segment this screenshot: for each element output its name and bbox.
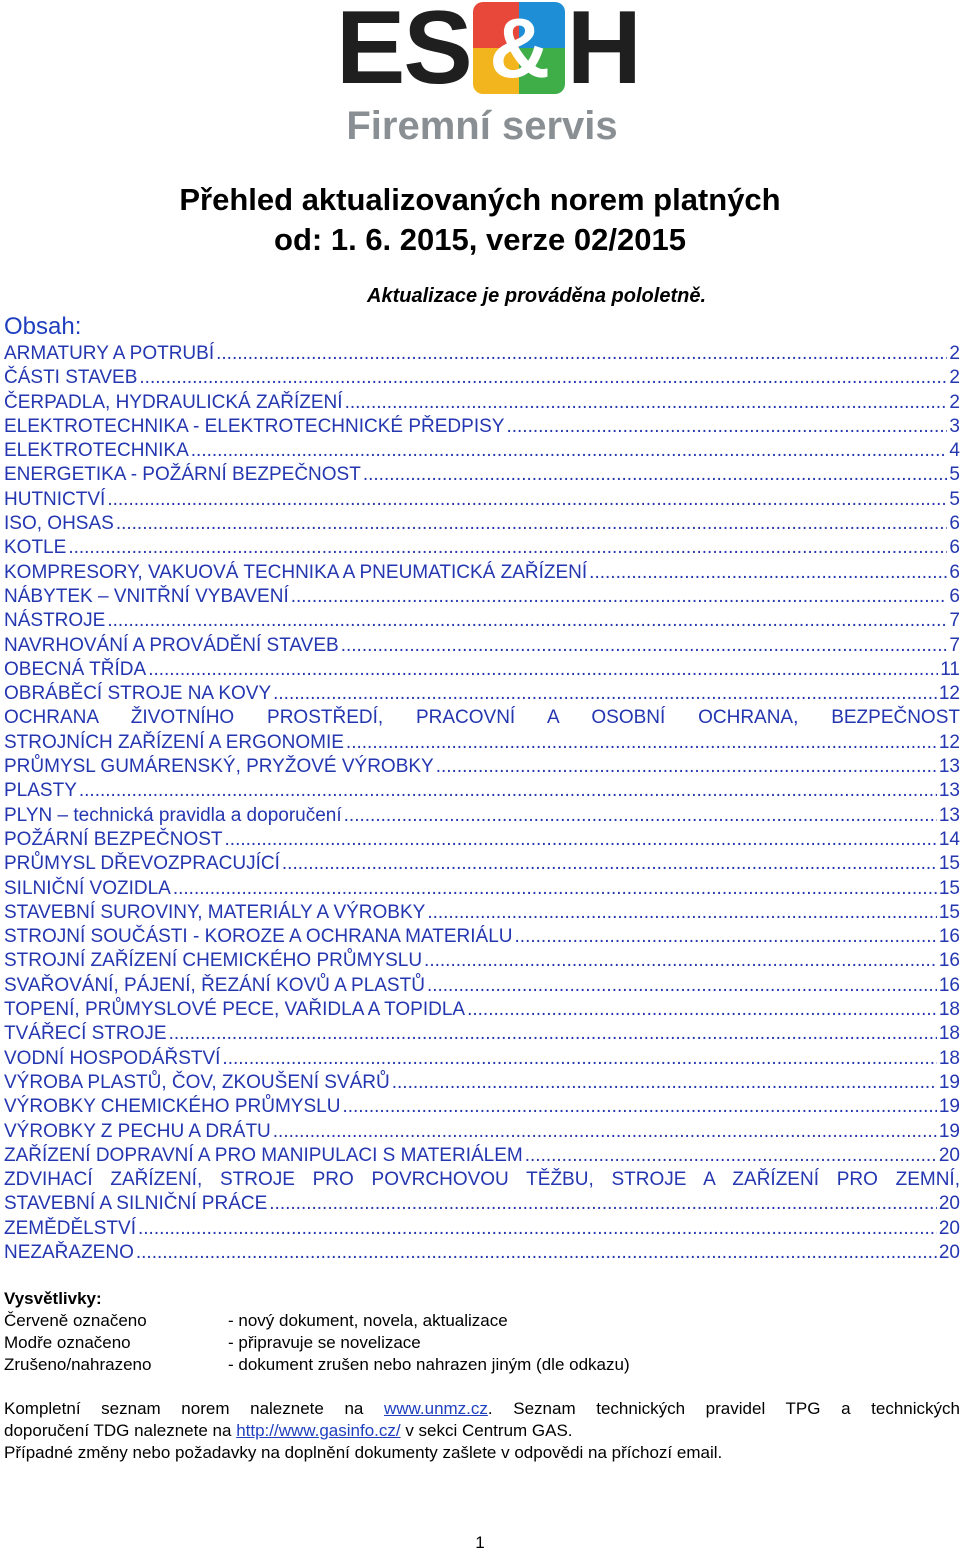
info-line-1 bbox=[4, 1398, 960, 1420]
page-number: 1 bbox=[475, 1533, 485, 1552]
toc-item-label: PRŮMYSL DŘEVOZPRACUJÍCÍ bbox=[4, 853, 280, 875]
unmz-link[interactable]: www.unmz.cz bbox=[384, 1399, 488, 1418]
toc-item[interactable] bbox=[4, 779, 960, 803]
toc-item[interactable] bbox=[4, 1241, 960, 1265]
toc-item-page: 13 bbox=[938, 804, 960, 826]
toc-item-page: 13 bbox=[938, 780, 960, 802]
toc-item[interactable] bbox=[4, 682, 960, 706]
toc-item-page: 15 bbox=[938, 877, 960, 899]
toc-dot-leader bbox=[345, 391, 948, 415]
toc-item-page: 5 bbox=[949, 488, 960, 510]
toc-item-label: ZDVIHACÍ ZAŘÍZENÍ, STROJE PRO POVRCHOVOU TĚŽBU, STROJE A ZAŘÍZENÍ PRO ZEMNÍ, bbox=[4, 1169, 960, 1191]
toc-dot-leader bbox=[68, 536, 947, 560]
toc-item[interactable] bbox=[4, 1144, 960, 1168]
legend-key: Zrušeno/nahrazeno bbox=[4, 1355, 152, 1374]
toc-item-page: 16 bbox=[938, 926, 960, 948]
toc-item[interactable] bbox=[4, 901, 960, 925]
toc-dot-leader bbox=[225, 828, 937, 852]
toc-dot-leader bbox=[342, 1095, 936, 1119]
toc-dot-leader bbox=[116, 512, 948, 536]
toc-item-page: 4 bbox=[949, 440, 960, 462]
toc-item-label: VODNÍ HOSPODÁŘSTVÍ bbox=[4, 1047, 221, 1069]
toc-item-page: 20 bbox=[938, 1193, 960, 1215]
legend-item bbox=[4, 1332, 960, 1354]
toc-item-page: 18 bbox=[938, 1023, 960, 1045]
info-text: v sekci Centrum GAS. bbox=[400, 1421, 573, 1440]
toc-item-label: VÝROBKY Z PECHU A DRÁTU bbox=[4, 1120, 271, 1142]
toc-item-label: OBRÁBĚCÍ STROJE NA KOVY bbox=[4, 683, 272, 705]
toc-item[interactable] bbox=[4, 706, 960, 730]
toc-item-label: OBECNÁ TŘÍDA bbox=[4, 658, 147, 680]
toc-dot-leader bbox=[273, 682, 937, 706]
update-note: Aktualizace je prováděna pololetně. bbox=[367, 285, 706, 307]
toc-item-page: 16 bbox=[938, 974, 960, 996]
toc-item-label: NÁBYTEK – VNITŘNÍ VYBAVENÍ bbox=[4, 585, 289, 607]
toc-item-page: 12 bbox=[938, 731, 960, 753]
toc-dot-leader bbox=[222, 1047, 936, 1071]
info-text: . Seznam technických pravidel TPG a technických bbox=[487, 1399, 960, 1418]
toc-item-page: 20 bbox=[938, 1217, 960, 1239]
toc-dot-leader bbox=[589, 561, 947, 585]
toc-dot-leader bbox=[506, 415, 947, 439]
toc-item-page: 7 bbox=[949, 634, 960, 656]
toc-item-label: ELEKTROTECHNIKA bbox=[4, 440, 189, 462]
toc-item[interactable] bbox=[4, 342, 960, 366]
toc-item-page: 6 bbox=[949, 537, 960, 559]
company-logo bbox=[336, 0, 640, 150]
toc-item-page: 19 bbox=[938, 1096, 960, 1118]
toc-dot-leader bbox=[436, 755, 937, 779]
toc-dot-leader bbox=[138, 1217, 937, 1241]
toc-dot-leader bbox=[427, 901, 937, 925]
toc-item[interactable] bbox=[4, 1071, 960, 1095]
toc-item-label: KOMPRESORY, VAKUOVÁ TECHNIKA A PNEUMATICKÁ ZAŘÍZENÍ bbox=[4, 561, 588, 583]
toc-dot-leader bbox=[291, 585, 948, 609]
info-text: doporučení TDG naleznete na bbox=[4, 1421, 237, 1440]
toc-dot-leader bbox=[191, 439, 948, 463]
title-line-2: od: 1. 6. 2015, verze 02/2015 bbox=[274, 222, 686, 257]
toc-item-label: NEZAŘAZENO bbox=[4, 1241, 134, 1263]
toc-item-label: STROJNÍ ZAŘÍZENÍ CHEMICKÉHO PRŮMYSLU bbox=[4, 950, 423, 972]
toc-item-label: ARMATURY A POTRUBÍ bbox=[4, 343, 215, 364]
toc-item-page: 19 bbox=[938, 1120, 960, 1142]
title-line-1: Přehled aktualizovaných norem platných bbox=[179, 182, 781, 217]
logo-wordmark bbox=[336, 0, 640, 106]
toc-item[interactable] bbox=[4, 609, 960, 633]
toc-item-label: POŽÁRNÍ BEZPEČNOST bbox=[4, 828, 223, 850]
toc-dot-leader bbox=[139, 366, 947, 390]
info-paragraph bbox=[4, 1398, 960, 1464]
logo-text-left: ES bbox=[336, 0, 471, 106]
legend-item bbox=[4, 1310, 960, 1332]
toc-item[interactable] bbox=[4, 1047, 960, 1071]
toc-dot-leader bbox=[346, 731, 937, 755]
toc-dot-leader bbox=[273, 1120, 937, 1144]
toc-item-label: STROJNÍCH ZAŘÍZENÍ A ERGONOMIE bbox=[4, 731, 344, 753]
toc-item-page: 20 bbox=[938, 1241, 960, 1263]
toc-item-page: 14 bbox=[938, 828, 960, 850]
toc-item-label: TVÁŘECÍ STROJE bbox=[4, 1023, 167, 1045]
toc-item-page: 12 bbox=[938, 683, 960, 705]
toc-item[interactable] bbox=[4, 1095, 960, 1119]
toc-item[interactable] bbox=[4, 925, 960, 949]
legend-value: - dokument zrušen nebo nahrazen jiným (dle odkazu) bbox=[228, 1355, 630, 1374]
toc-dot-leader bbox=[344, 804, 937, 828]
legend-value: - nový dokument, novela, aktualizace bbox=[228, 1311, 508, 1330]
toc-item[interactable] bbox=[4, 439, 960, 463]
toc-item-page: 18 bbox=[938, 999, 960, 1021]
toc-item-page: 6 bbox=[949, 561, 960, 583]
legend-heading: Vysvětlivky: bbox=[4, 1289, 102, 1308]
toc-item-label: VÝROBA PLASTŮ, ČOV, ZKOUŠENÍ SVÁRŮ bbox=[4, 1071, 390, 1093]
toc-item-page: 11 bbox=[940, 658, 960, 680]
toc-item[interactable] bbox=[4, 658, 960, 682]
toc-item[interactable] bbox=[4, 1022, 960, 1046]
toc-dot-leader bbox=[216, 342, 947, 366]
toc-item[interactable] bbox=[4, 877, 960, 901]
toc-dot-leader bbox=[525, 1144, 937, 1168]
toc-item[interactable] bbox=[4, 804, 960, 828]
legend-value: - připravuje se novelizace bbox=[228, 1333, 421, 1352]
toc-item[interactable] bbox=[4, 1217, 960, 1241]
toc-dot-leader bbox=[282, 852, 937, 876]
legend-item bbox=[4, 1354, 960, 1376]
gasinfo-link[interactable]: http://www.gasinfo.cz/ bbox=[236, 1421, 401, 1440]
legend-key: Modře označeno bbox=[4, 1333, 131, 1352]
toc-item-label: OCHRANA ŽIVOTNÍHO PROSTŘEDÍ, PRACOVNÍ A OSOBNÍ OCHRANA, BEZPEČNOST bbox=[4, 707, 960, 729]
toc-item-label: SILNIČNÍ VOZIDLA bbox=[4, 877, 171, 899]
toc-item-label: HUTNICTVÍ bbox=[4, 488, 106, 510]
toc-item[interactable] bbox=[4, 463, 960, 487]
toc-item-page: 7 bbox=[949, 610, 960, 632]
toc-item-label: ENERGETIKA - POŽÁRNÍ BEZPEČNOST bbox=[4, 464, 361, 486]
table-of-contents bbox=[4, 342, 960, 1265]
toc-dot-leader bbox=[269, 1192, 937, 1216]
toc-item[interactable] bbox=[4, 1120, 960, 1144]
toc-item-page: 2 bbox=[949, 343, 960, 364]
toc-item-page: 18 bbox=[938, 1047, 960, 1069]
legend bbox=[4, 1288, 960, 1376]
toc-dot-leader bbox=[136, 1241, 937, 1265]
info-text: Kompletní seznam norem naleznete na bbox=[4, 1399, 384, 1418]
document-title bbox=[0, 180, 960, 260]
toc-item-label: NÁSTROJE bbox=[4, 610, 106, 632]
toc-item-label: ISO, OHSAS bbox=[4, 513, 114, 535]
toc-item-label: SVAŘOVÁNÍ, PÁJENÍ, ŘEZÁNÍ KOVŮ A PLASTŮ bbox=[4, 974, 425, 996]
toc-item[interactable] bbox=[4, 1192, 960, 1216]
toc-item[interactable] bbox=[4, 512, 960, 536]
toc-item-page: 6 bbox=[949, 585, 960, 607]
toc-dot-leader bbox=[107, 609, 947, 633]
toc-item-page: 3 bbox=[949, 415, 960, 437]
toc-dot-leader bbox=[173, 877, 937, 901]
logo-subtitle: Firemní servis bbox=[346, 104, 618, 148]
toc-item[interactable] bbox=[4, 731, 960, 755]
toc-item[interactable] bbox=[4, 974, 960, 998]
toc-item[interactable] bbox=[4, 998, 960, 1022]
toc-item-page: 13 bbox=[938, 756, 960, 778]
logo-ampersand-icon: & bbox=[473, 2, 565, 94]
toc-item-page: 15 bbox=[938, 853, 960, 875]
toc-item[interactable] bbox=[4, 1168, 960, 1192]
toc-item[interactable] bbox=[4, 536, 960, 560]
toc-dot-leader bbox=[363, 463, 948, 487]
toc-item[interactable] bbox=[4, 415, 960, 439]
toc-item-page: 19 bbox=[938, 1071, 960, 1093]
toc-item-label: PRŮMYSL GUMÁRENSKÝ, PRYŽOVÉ VÝROBKY bbox=[4, 756, 434, 778]
toc-dot-leader bbox=[515, 925, 937, 949]
toc-item-page: 6 bbox=[949, 513, 960, 535]
toc-item-page: 20 bbox=[938, 1144, 960, 1166]
toc-item-label: PLYN – technická pravidla a doporučení bbox=[4, 804, 342, 826]
toc-item[interactable] bbox=[4, 634, 960, 658]
toc-item-page: 2 bbox=[949, 367, 960, 389]
toc-item[interactable] bbox=[4, 488, 960, 512]
info-line-2 bbox=[4, 1420, 960, 1442]
toc-item[interactable] bbox=[4, 949, 960, 973]
toc-item-label: ELEKTROTECHNIKA - ELEKTROTECHNICKÉ PŘEDPISY bbox=[4, 415, 505, 437]
toc-item[interactable] bbox=[4, 852, 960, 876]
toc-dot-leader bbox=[341, 634, 948, 658]
toc-dot-leader bbox=[467, 998, 937, 1022]
toc-item-page: 15 bbox=[938, 901, 960, 923]
toc-item-page: 5 bbox=[949, 464, 960, 486]
toc-item-page: 16 bbox=[938, 950, 960, 972]
toc-item[interactable] bbox=[4, 391, 960, 415]
toc-item-label: NAVRHOVÁNÍ A PROVÁDĚNÍ STAVEB bbox=[4, 634, 339, 656]
toc-heading: Obsah: bbox=[4, 313, 82, 340]
toc-item-label: ZAŘÍZENÍ DOPRAVNÍ A PRO MANIPULACI S MATERIÁLEM bbox=[4, 1144, 523, 1166]
toc-dot-leader bbox=[424, 949, 937, 973]
toc-item-label: PLASTY bbox=[4, 780, 77, 802]
toc-dot-leader bbox=[107, 488, 947, 512]
toc-item-label: ČERPADLA, HYDRAULICKÁ ZAŘÍZENÍ bbox=[4, 391, 343, 413]
toc-item-page: 2 bbox=[949, 391, 960, 413]
toc-item-label: STROJNÍ SOUČÁSTI - KOROZE A OCHRANA MATERIÁLU bbox=[4, 926, 513, 948]
toc-item[interactable] bbox=[4, 828, 960, 852]
toc-item[interactable] bbox=[4, 366, 960, 390]
toc-item-label: VÝROBKY CHEMICKÉHO PRŮMYSLU bbox=[4, 1096, 341, 1118]
toc-item-label: TOPENÍ, PRŮMYSLOVÉ PECE, VAŘIDLA A TOPIDLA bbox=[4, 999, 466, 1021]
toc-item-label: ČÁSTI STAVEB bbox=[4, 367, 138, 389]
toc-dot-leader bbox=[79, 779, 937, 803]
legend-key: Červeně označeno bbox=[4, 1311, 147, 1330]
logo-text-right: H bbox=[566, 0, 640, 106]
toc-item-label: STAVEBNÍ A SILNIČNÍ PRÁCE bbox=[4, 1193, 268, 1215]
toc-item-label: STAVEBNÍ SUROVINY, MATERIÁLY A VÝROBKY bbox=[4, 901, 426, 923]
toc-dot-leader bbox=[148, 658, 938, 682]
toc-dot-leader bbox=[392, 1071, 937, 1095]
info-line-3: Případné změny nebo požadavky na doplnění dokumenty zašlete v odpovědi na příchozí email. bbox=[4, 1443, 723, 1462]
toc-item[interactable] bbox=[4, 561, 960, 585]
toc-item[interactable] bbox=[4, 755, 960, 779]
toc-dot-leader bbox=[169, 1022, 937, 1046]
toc-item-label: ZEMĚDĚLSTVÍ bbox=[4, 1217, 136, 1239]
toc-item[interactable] bbox=[4, 585, 960, 609]
toc-dot-leader bbox=[427, 974, 937, 998]
toc-item-label: KOTLE bbox=[4, 537, 67, 559]
